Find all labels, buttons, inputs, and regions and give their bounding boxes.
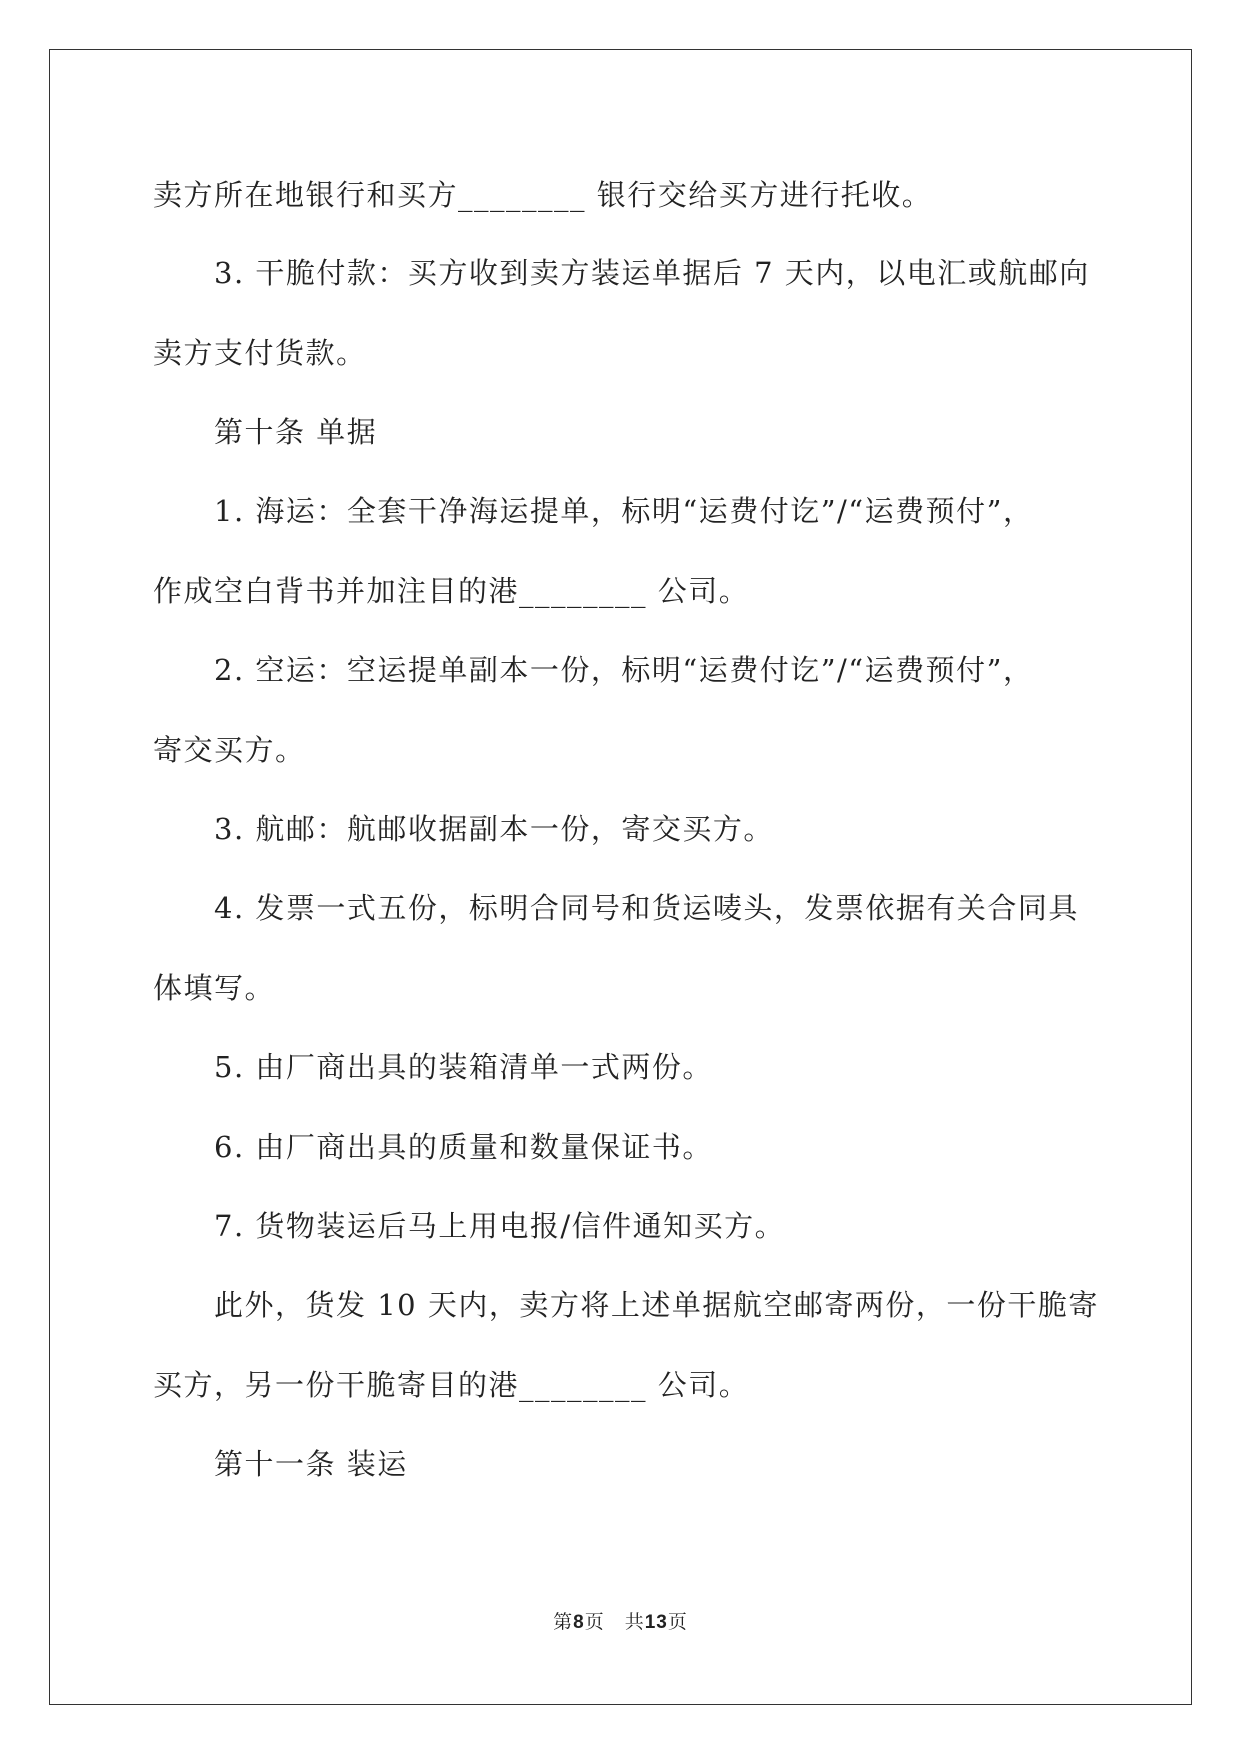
footer-mid: 页 共 — [584, 1611, 645, 1633]
text-line-quality-certificate: 6. 由厂商出具的质量和数量保证书。 — [214, 1130, 713, 1164]
text-line-air-freight-cont: 寄交买方。 — [153, 733, 306, 767]
text-line-invoice-cont: 体填写。 — [153, 971, 276, 1005]
text-line-sea-freight: 1. 海运：全套干净海运提单，标明“运费付讫”/“运费预付”， — [214, 494, 1034, 528]
text-line-additional-docs: 此外，货发 10 天内，卖方将上述单据航空邮寄两份，一份干脆寄 — [214, 1288, 1099, 1322]
footer-prefix: 第 — [553, 1611, 574, 1633]
page-footer — [0, 1610, 1241, 1635]
heading-article-10: 第十条 单据 — [214, 415, 378, 449]
text-line-sea-freight-cont: 作成空白背书并加注目的港________ 公司。 — [153, 574, 750, 608]
text-line-direct-payment: 3. 干脆付款：买方收到卖方装运单据后 7 天内，以电汇或航邮向 — [214, 256, 1090, 290]
footer-current-page: 8 — [573, 1612, 585, 1633]
text-line-air-freight: 2. 空运：空运提单副本一份，标明“运费付讫”/“运费预付”， — [214, 653, 1034, 687]
text-line-invoice: 4. 发票一式五份，标明合同号和货运唛头，发票依据有关合同具 — [214, 891, 1079, 925]
text-line-direct-payment-cont: 卖方支付货款。 — [153, 336, 367, 370]
text-line-additional-docs-cont: 买方，另一份干脆寄目的港________ 公司。 — [153, 1368, 750, 1402]
heading-article-11: 第十一条 装运 — [214, 1447, 408, 1481]
text-line-shipment-notice: 7. 货物装运后马上用电报/信件通知买方。 — [214, 1209, 786, 1243]
text-line-payment-bank: 卖方所在地银行和买方________ 银行交给买方进行托收。 — [153, 178, 933, 212]
footer-total-pages: 13 — [644, 1612, 668, 1633]
text-line-air-mail: 3. 航邮：航邮收据副本一份，寄交买方。 — [214, 812, 774, 846]
text-line-packing-list: 5. 由厂商出具的装箱清单一式两份。 — [214, 1050, 713, 1084]
footer-suffix: 页 — [667, 1611, 688, 1633]
